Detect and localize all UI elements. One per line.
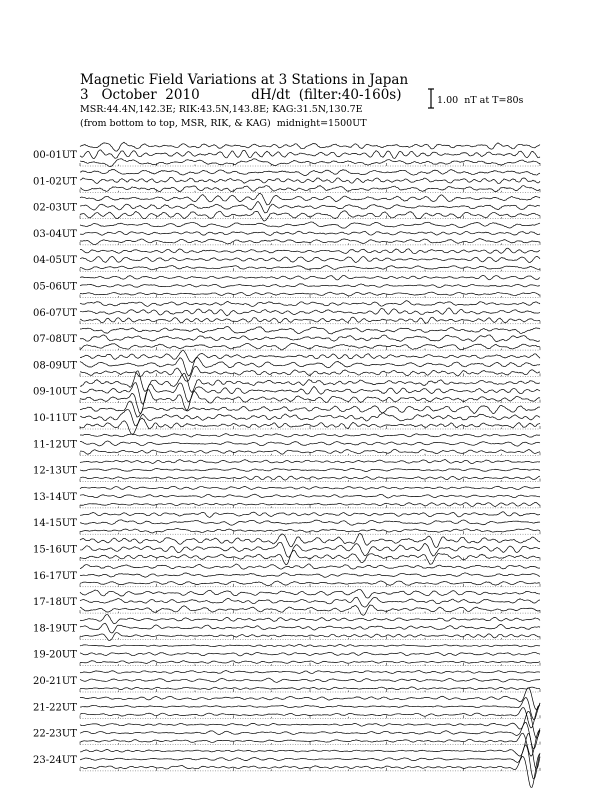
hour-row bbox=[33, 275, 540, 297]
trace-kag bbox=[80, 670, 540, 673]
station-order-note: (from bottom to top, MSR, RIK, & KAG) midnight=1500UT bbox=[80, 118, 367, 129]
hour-label: 19-20UT bbox=[33, 649, 77, 661]
trace-kag bbox=[80, 350, 540, 362]
trace-kag bbox=[80, 301, 540, 307]
trace-rik bbox=[80, 597, 540, 607]
trace-rik bbox=[80, 542, 540, 557]
trace-rik bbox=[80, 177, 540, 183]
trace-kag bbox=[80, 142, 540, 151]
hour-label: 20-21UT bbox=[33, 676, 77, 687]
trace-kag bbox=[80, 327, 540, 334]
trace-kag bbox=[80, 734, 540, 770]
scale-bar bbox=[428, 89, 434, 108]
hour-row bbox=[33, 248, 540, 271]
hour-label: 21-22UT bbox=[33, 702, 77, 714]
trace-rik bbox=[80, 410, 540, 426]
trace-rik bbox=[80, 623, 540, 633]
hour-label: 15-16UT bbox=[33, 544, 77, 556]
trace-kag bbox=[80, 615, 540, 624]
trace-rik bbox=[80, 468, 540, 471]
trace-rik bbox=[80, 652, 540, 656]
trace-rik bbox=[80, 231, 540, 235]
hour-label: 16-17UT bbox=[33, 570, 77, 582]
trace-rik bbox=[80, 573, 540, 578]
trace-kag bbox=[80, 193, 540, 205]
hour-row bbox=[33, 615, 540, 641]
trace-kag bbox=[80, 486, 540, 489]
hour-label: 01-02UT bbox=[33, 176, 77, 188]
chart-date: 3 October 2010 bbox=[80, 87, 200, 103]
chart-title: Magnetic Field Variations at 3 Stations in Japan bbox=[80, 72, 409, 88]
hour-row bbox=[33, 301, 540, 324]
trace-kag bbox=[80, 275, 540, 279]
trace-rik bbox=[80, 441, 540, 446]
station-coordinates: MSR:44.4N,142.3E; RIK:43.5N,143.8E; KAG:31.5N,130.7E bbox=[80, 104, 363, 115]
hour-row bbox=[33, 564, 540, 587]
hour-row bbox=[33, 193, 540, 221]
hour-row bbox=[33, 434, 540, 456]
hour-label: 13-14UT bbox=[33, 491, 77, 503]
chart-quantity: dH/dt (filter:40-160s) bbox=[251, 87, 402, 103]
hour-label: 18-19UT bbox=[33, 623, 77, 635]
trace-rik bbox=[80, 201, 540, 213]
trace-rik bbox=[80, 284, 540, 288]
hour-row bbox=[33, 222, 540, 245]
hour-row bbox=[33, 459, 540, 481]
trace-kag bbox=[80, 564, 540, 569]
hour-label: 02-03UT bbox=[33, 202, 77, 214]
trace-rik bbox=[80, 678, 540, 682]
hour-label: 07-08UT bbox=[33, 334, 77, 346]
trace-kag bbox=[80, 512, 540, 518]
trace-kag bbox=[80, 644, 540, 647]
trace-kag bbox=[80, 401, 540, 417]
hour-row bbox=[33, 142, 540, 166]
hour-label: 23-24UT bbox=[33, 754, 77, 766]
hour-row bbox=[33, 688, 540, 728]
hour-row bbox=[33, 350, 540, 381]
hour-label: 00-01UT bbox=[33, 150, 77, 161]
trace-rik bbox=[80, 335, 540, 342]
hour-row bbox=[33, 486, 540, 508]
hour-label: 09-10UT bbox=[33, 386, 77, 398]
hour-row bbox=[33, 169, 540, 192]
hour-label: 08-09UT bbox=[33, 360, 77, 372]
hour-label: 06-07UT bbox=[33, 307, 77, 319]
trace-rik bbox=[80, 308, 540, 316]
hour-label: 11-12UT bbox=[33, 439, 77, 451]
trace-msr bbox=[80, 265, 540, 269]
hour-label: 03-04UT bbox=[33, 228, 77, 240]
hour-row bbox=[33, 644, 540, 665]
trace-kag bbox=[80, 169, 540, 175]
trace-kag bbox=[80, 222, 540, 228]
trace-kag bbox=[80, 248, 540, 253]
trace-rik bbox=[80, 256, 540, 262]
hour-row bbox=[33, 590, 540, 616]
hour-rows bbox=[33, 142, 540, 787]
hour-label: 22-23UT bbox=[33, 728, 77, 740]
hour-label: 10-11UT bbox=[33, 413, 77, 424]
hour-label: 14-15UT bbox=[33, 518, 77, 530]
hour-row bbox=[33, 711, 540, 756]
hour-row bbox=[33, 327, 540, 350]
hour-label: 05-06UT bbox=[33, 281, 77, 293]
hour-label: 17-18UT bbox=[33, 597, 77, 609]
trace-kag bbox=[80, 590, 540, 598]
hour-row bbox=[33, 512, 540, 534]
hour-row bbox=[33, 401, 540, 435]
scale-label: 1.00 nT at T=80s bbox=[437, 95, 524, 106]
trace-kag bbox=[80, 434, 540, 438]
trace-rik bbox=[80, 520, 540, 525]
hour-label: 12-13UT bbox=[33, 465, 77, 477]
trace-rik bbox=[80, 494, 540, 498]
trace-kag bbox=[80, 459, 540, 463]
trace-rik bbox=[80, 150, 540, 159]
hour-row bbox=[33, 670, 540, 692]
hour-row bbox=[33, 534, 540, 565]
hour-label: 04-05UT bbox=[33, 255, 77, 267]
trace-kag bbox=[80, 534, 540, 548]
